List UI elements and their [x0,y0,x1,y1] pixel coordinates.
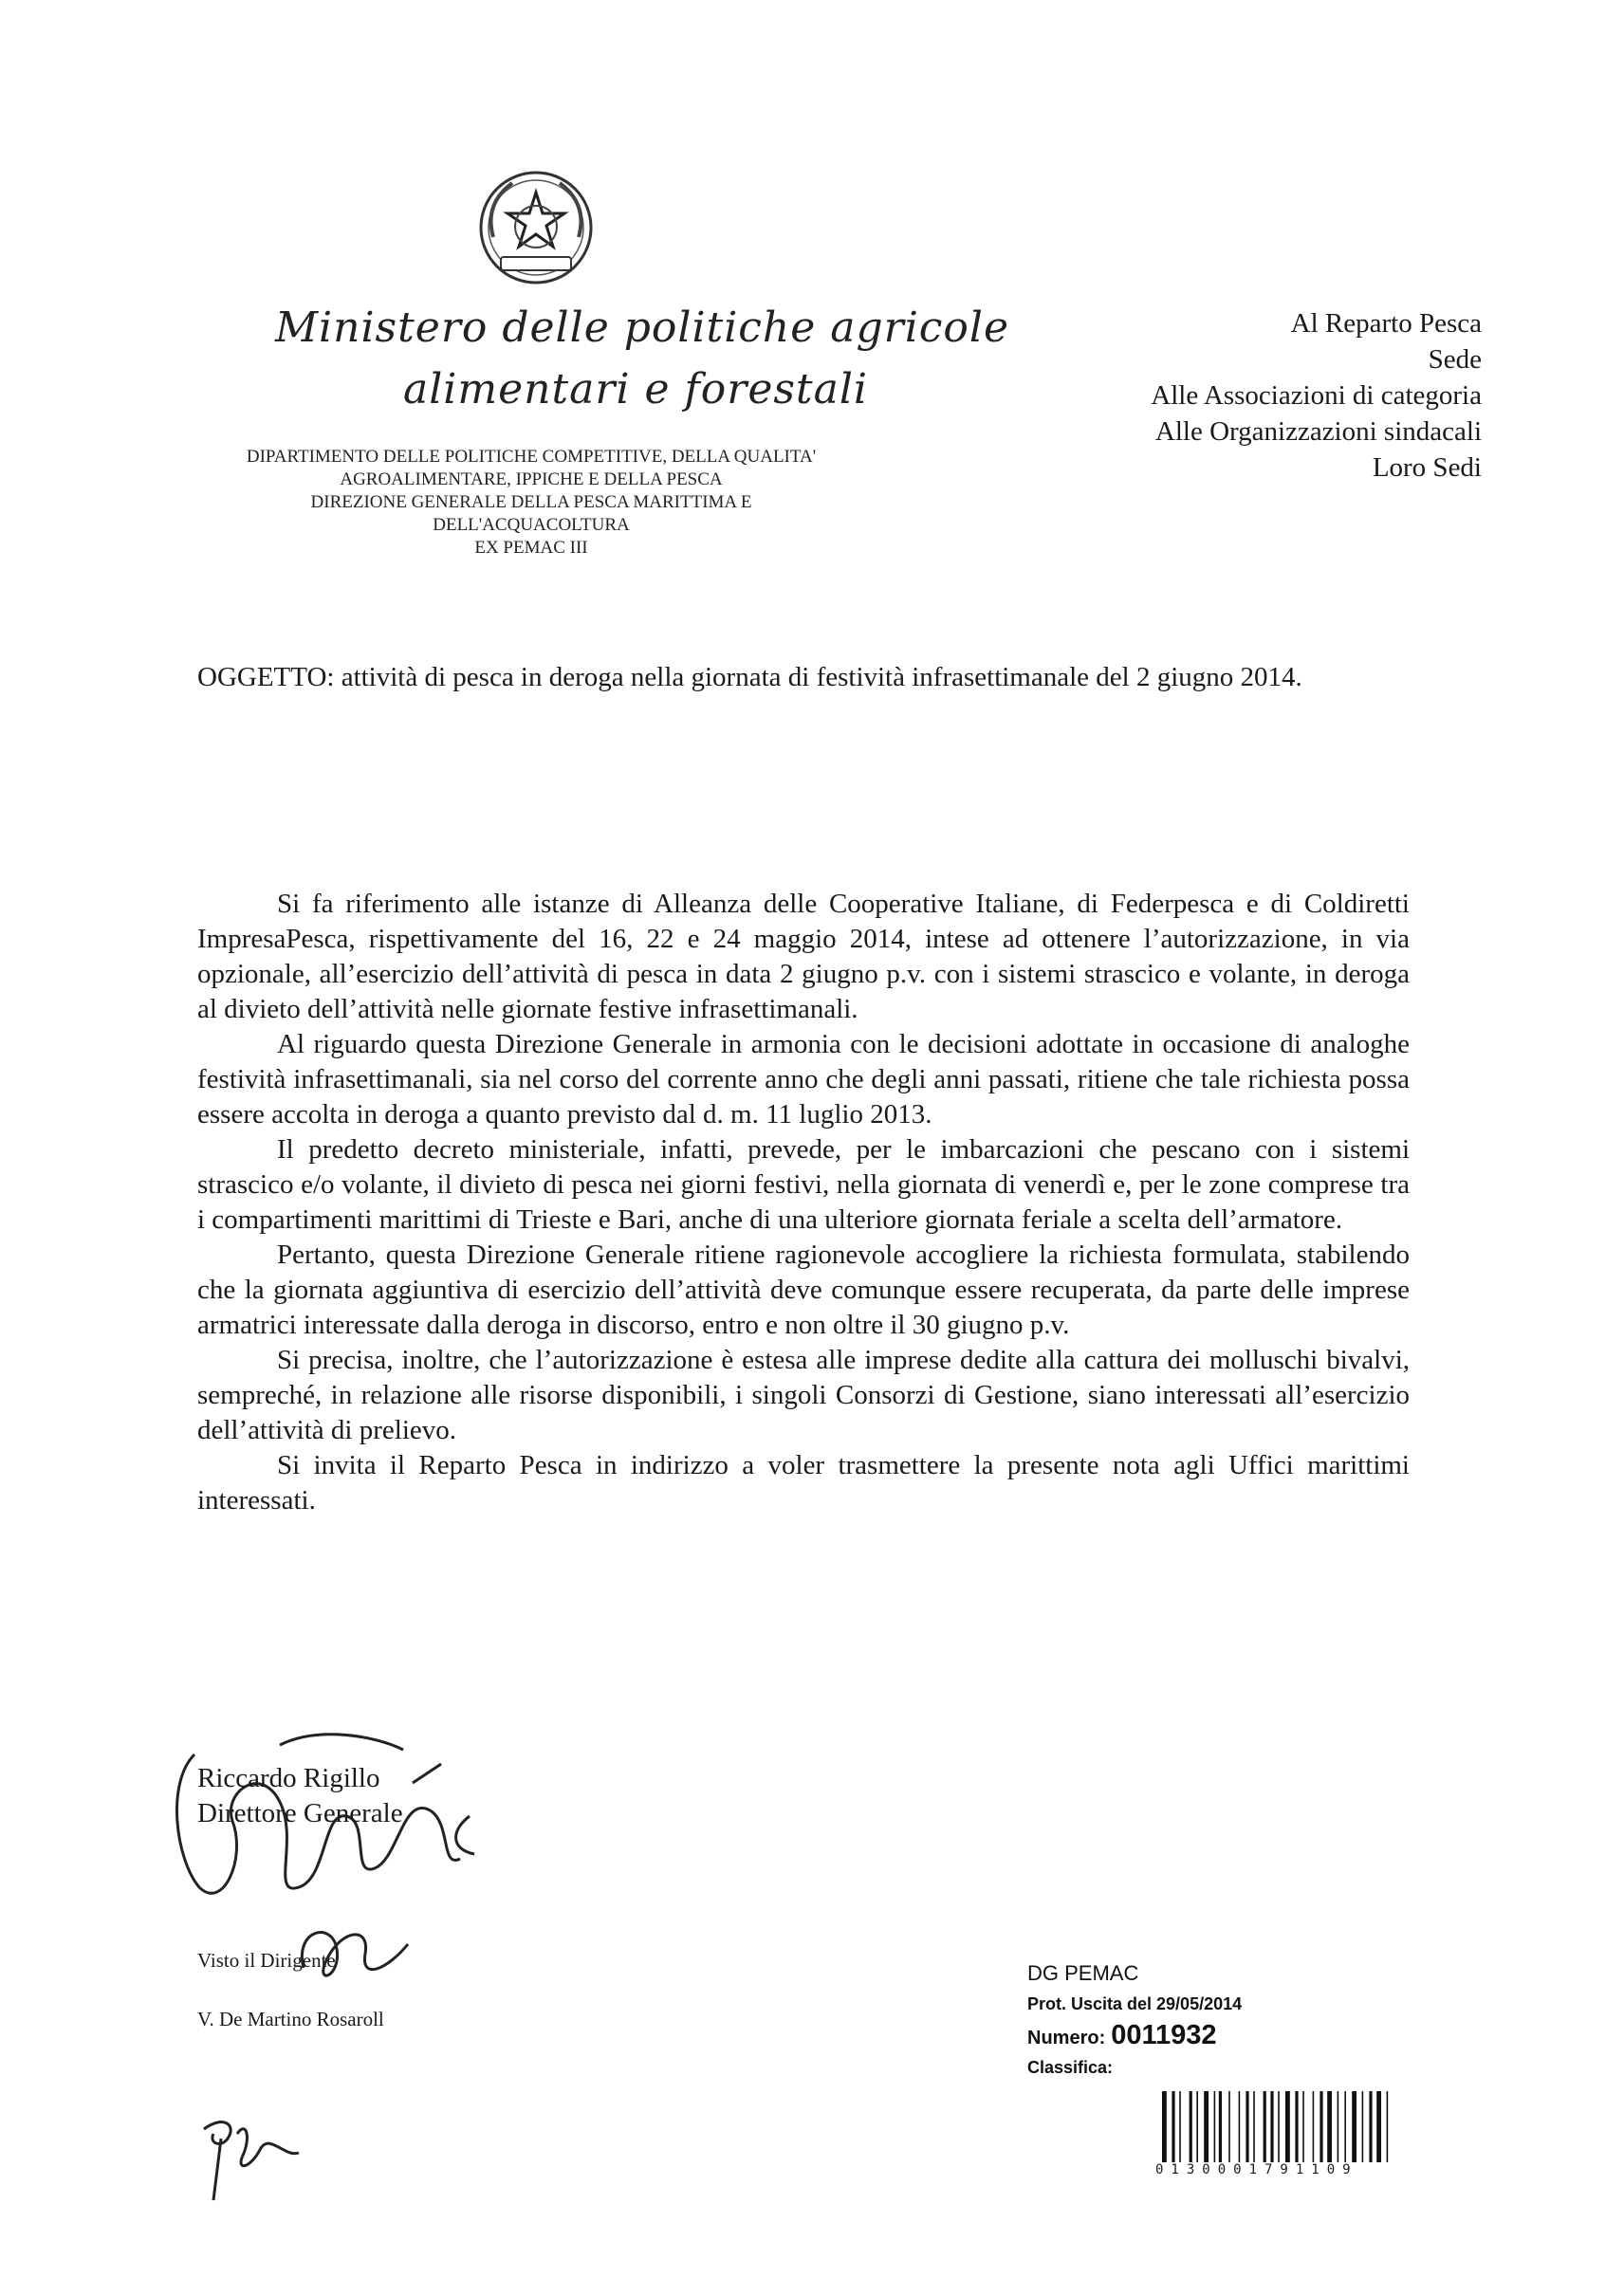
ministry-name-line2: alimentari e forestali [403,365,868,413]
visto-label: Visto il Dirigente [197,1949,336,1972]
letter-body [197,887,1410,1518]
dept-line: AGROALIMENTARE, IPPICHE E DELLA PESCA [340,469,723,489]
republic-emblem-icon [474,166,598,289]
subject-line: OGGETTO: attività di pesca in deroga nella giornata di festività infrasettimanale del 2 giugno 2014. [197,662,1302,692]
recipient-line: Alle Organizzazioni sindacali [1154,416,1482,447]
signatory-name: Riccardo Rigillo [197,1763,380,1793]
dept-line: DIREZIONE GENERALE DELLA PESCA MARITTIMA E [310,492,752,512]
dept-line: DELL'ACQUACOLTURA [433,515,630,535]
initials-scribble-icon [194,2101,308,2205]
stamp-classifica: Classifica: [1027,2058,1114,2077]
dept-line: DIPARTIMENTO DELLE POLITICHE COMPETITIVE, DELLA QUALITA' [246,447,817,467]
ministry-name-line1: Ministero delle politiche agricole [275,303,1010,352]
stamp-number-row [1027,2020,1217,2051]
stamp-number: 0011932 [1111,2020,1217,2050]
recipient-line: Loro Sedi [1372,452,1482,483]
barcode-icon [1162,2091,1437,2162]
dept-line: EX PEMAC III [474,538,588,558]
recipient-line: Al Reparto Pesca [1290,308,1482,339]
department-block [209,446,854,560]
body-paragraph: Il predetto decreto ministeriale, infatti, prevede, per le imbarcazioni che pescano con i sistemi strascico e/o volante, il divieto di pesca nei giorni festivi, nella giornata di venerdì e, per le zone comprese tra i compartimenti marittimi di Trieste e Bari, anche di una ulteriore giornata feriale a scelta dell’armatore. [197,1134,1410,1235]
body-paragraph: Pertanto, questa Direzione Generale ritiene ragionevole accogliere la richiesta formulata, stabilendo che la giornata aggiuntiva di esercizio dell’attività deve comunque essere recuperata, da parte delle imprese armatrici interessate dalla deroga in discorso, entro e non oltre il 30 giugno p.v. [197,1240,1410,1340]
stamp-protocol: Prot. Uscita del 29/05/2014 [1027,1994,1243,2013]
body-paragraph: Si precisa, inoltre, che l’autorizzazione è estesa alle imprese dedite alla cattura dei molluschi bivalvi, sempreché, in relazione alle risorse disponibili, i singoli Consorzi di Gestione, siano interessati all’esercizio dell’attività di prelievo. [197,1345,1410,1445]
signatory-title: Direttore Generale [197,1798,403,1828]
barcode-digits: 0130001791109 [1155,2162,1358,2177]
stamp-number-label: Numero: [1027,2028,1106,2048]
visto-name: V. De Martino Rosaroll [197,2008,384,2030]
body-paragraph: Si fa riferimento alle istanze di Alleanza delle Cooperative Italiane, di Federpesca e di Coldiretti ImpresaPesca, rispettivamente del 16, 22 e 24 maggio 2014, intese ad ottenere l’autorizzazione, in via opzionale, all’esercizio dell’attività di pesca in data 2 giugno p.v. con i sistemi strascico e volante, in deroga al divieto dell’attività nelle giornate festive infrasettimanali. [197,889,1410,1024]
recipients-block [1151,305,1482,486]
recipient-line: Sede [1428,344,1482,375]
body-paragraph: Al riguardo questa Direzione Generale in armonia con le decisioni adottate in occasione di analoghe festività infrasettimanali, sia nel corso del corrente anno che degli anni passati, ritiene che tale richiesta possa essere accolta in deroga a quanto previsto dal d. m. 11 luglio 2013. [197,1029,1410,1130]
visto-signature-icon [285,1911,417,1996]
stamp-office: DG PEMAC [1027,1961,1139,1985]
body-paragraph: Si invita il Reparto Pesca in indirizzo a voler trasmettere la presente nota agli Uffici marittimi interessati. [197,1450,1410,1515]
recipient-line: Alle Associazioni di categoria [1151,380,1482,411]
